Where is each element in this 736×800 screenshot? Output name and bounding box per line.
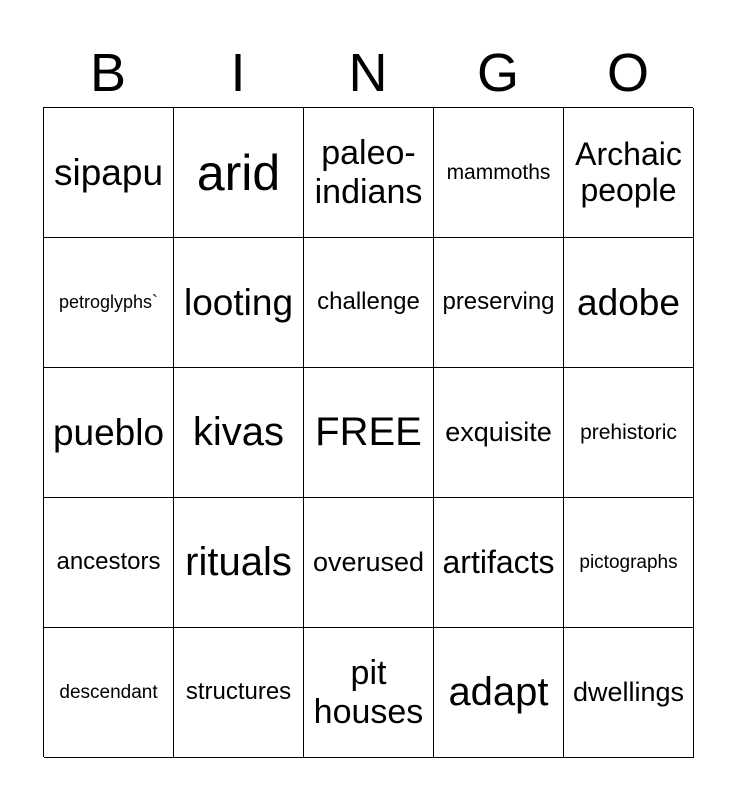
cell-text: sipapu	[53, 151, 164, 193]
bingo-grid	[43, 107, 693, 757]
cell-text: challenge	[317, 288, 420, 316]
bingo-cell[interactable]	[564, 368, 694, 498]
bingo-cell[interactable]	[304, 238, 434, 368]
cell-text: mammoths	[446, 160, 551, 184]
bingo-cell[interactable]	[564, 238, 694, 368]
cell-text: paleo- indians	[314, 134, 423, 211]
cell-text: kivas	[192, 410, 285, 455]
cell-text: pictographs	[579, 551, 678, 573]
bingo-cell[interactable]	[174, 238, 304, 368]
bingo-cell[interactable]	[174, 628, 304, 758]
bingo-cell[interactable]	[44, 368, 174, 498]
cell-text: Archaic people	[575, 135, 682, 208]
cell-text: pit houses	[313, 654, 424, 731]
bingo-cell[interactable]	[434, 108, 564, 238]
cell-text: artifacts	[442, 543, 555, 580]
bingo-cell[interactable]	[564, 628, 694, 758]
free-space-label: FREE	[315, 410, 422, 455]
free-space[interactable]	[304, 368, 434, 498]
bingo-cell[interactable]	[174, 368, 304, 498]
cell-text: arid	[196, 144, 281, 201]
bingo-cell[interactable]	[174, 498, 304, 628]
bingo-header	[43, 40, 693, 106]
cell-text: structures	[185, 678, 292, 706]
bingo-cell[interactable]	[434, 238, 564, 368]
bingo-cell[interactable]	[304, 628, 434, 758]
cell-text: preserving	[442, 288, 555, 316]
header-letter-n: N	[348, 43, 388, 103]
bingo-cell[interactable]	[304, 498, 434, 628]
bingo-cell[interactable]	[44, 628, 174, 758]
cell-text: looting	[183, 281, 294, 323]
cell-text: ancestors	[56, 548, 161, 576]
cell-text: pueblo	[52, 411, 165, 453]
cell-text: dwellings	[572, 677, 685, 708]
cell-text: rituals	[185, 540, 292, 585]
header-letter-g: G	[476, 43, 519, 103]
bingo-cell[interactable]	[44, 498, 174, 628]
header-letter-b: B	[89, 43, 127, 103]
bingo-cell[interactable]	[434, 498, 564, 628]
bingo-cell[interactable]	[564, 108, 694, 238]
header-letter-i: I	[230, 43, 246, 103]
bingo-cell[interactable]	[44, 108, 174, 238]
bingo-cell[interactable]	[44, 238, 174, 368]
cell-text: exquisite	[445, 417, 552, 448]
cell-text: adobe	[577, 281, 680, 323]
cell-text: descendant	[59, 681, 158, 703]
bingo-cell[interactable]	[304, 108, 434, 238]
cell-text: petroglyphs`	[58, 292, 159, 313]
cell-text: overused	[312, 547, 425, 578]
cell-text: prehistoric	[580, 420, 677, 444]
header-letter-o: O	[606, 43, 649, 103]
bingo-cell[interactable]	[174, 108, 304, 238]
bingo-cell[interactable]	[434, 628, 564, 758]
bingo-cell[interactable]	[564, 498, 694, 628]
cell-text: adapt	[448, 670, 549, 715]
bingo-cell[interactable]	[434, 368, 564, 498]
